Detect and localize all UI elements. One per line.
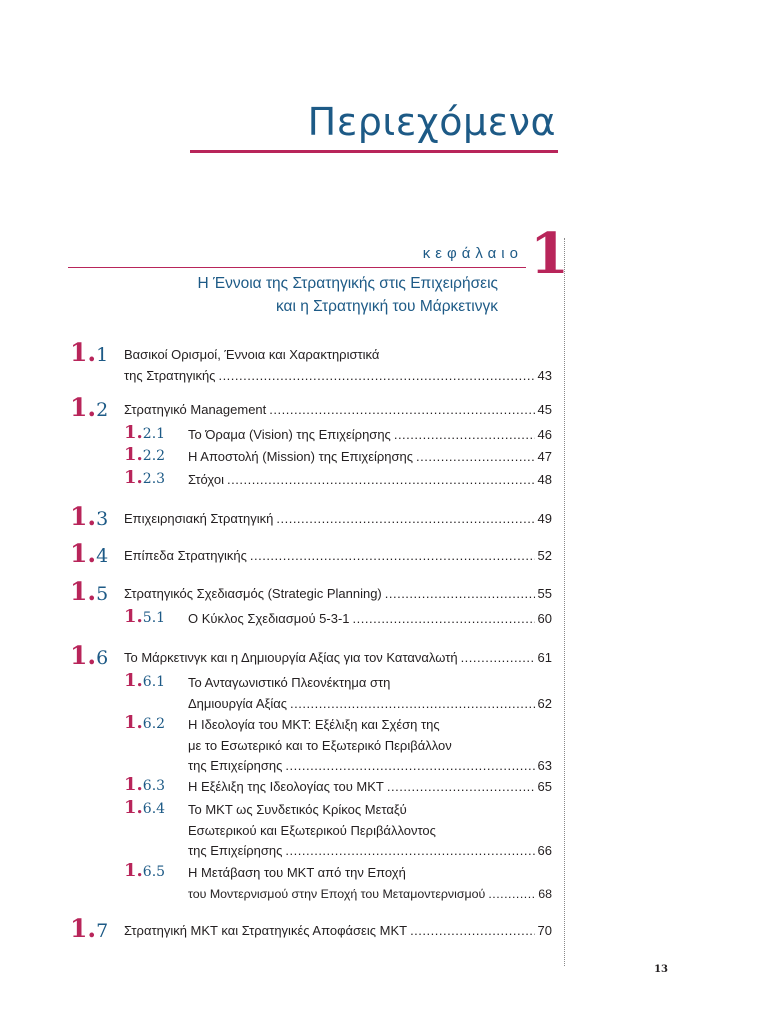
section-number-rest: 6.5 <box>142 864 166 880</box>
section-number <box>124 860 165 881</box>
dot-leader <box>461 648 535 669</box>
toc-entry-title: της Επιχείρησης <box>188 843 283 858</box>
toc-entry-title: Η Εξέλιξη της Ιδεολογίας του ΜΚΤ <box>188 779 384 794</box>
page-ref: 49 <box>537 511 552 526</box>
chapter-label: κεφάλαιο <box>422 245 523 262</box>
page-ref: 47 <box>537 449 552 464</box>
chapter-rule <box>68 267 526 268</box>
section-number <box>124 774 165 795</box>
section-number <box>124 670 165 691</box>
section-number-rest: 2.2 <box>142 448 166 464</box>
page-ref: 70 <box>537 923 552 938</box>
page-ref: 66 <box>537 843 552 858</box>
section-number-lead: 1. <box>124 797 143 818</box>
chapter-title-line: και η Στρατηγική του Μάρκετινγκ <box>275 298 498 315</box>
section-number-rest: 5.1 <box>142 610 166 626</box>
dot-leader <box>387 777 535 798</box>
toc-entry-title: Επίπεδα Στρατηγικής <box>124 548 247 563</box>
section-number <box>124 422 165 443</box>
section-number-rest: 1 <box>96 344 109 366</box>
page-ref: 52 <box>537 548 552 563</box>
section-number-rest: 2 <box>96 399 109 421</box>
section-number <box>124 467 165 488</box>
chapter-number: 1 <box>530 221 569 287</box>
section-number-rest: 5 <box>96 583 109 605</box>
section-number-rest: 6.2 <box>142 716 166 732</box>
section-number <box>124 444 165 465</box>
toc-entry-title: Εσωτερικού και Εξωτερικού Περιβάλλοντος <box>188 822 436 838</box>
page-ref: 48 <box>537 472 552 487</box>
toc-entry-title: Στρατηγική ΜΚΤ και Στρατηγικές Αποφάσεις ΜΚΤ <box>124 923 408 938</box>
toc-entry-title: του Μοντερνισμού στην Εποχή του Μεταμοντερνισμού <box>188 886 486 901</box>
section-number <box>70 539 108 568</box>
dot-leader <box>394 425 535 446</box>
section-number-lead: 1. <box>124 444 143 465</box>
page-ref: 62 <box>537 695 552 711</box>
section-number-lead: 1. <box>70 539 97 568</box>
page-ref: 68 <box>538 886 552 901</box>
page-title: Περιεχόμενα <box>307 100 556 144</box>
toc-entry-title: Το ΜΚΤ ως Συνδετικός Κρίκος Μεταξύ <box>188 802 407 817</box>
toc-entry-title: Το Όραμα (Vision) της Επιχείρησης <box>188 427 391 442</box>
toc-entry-title: Επιχειρησιακή Στρατηγική <box>124 511 274 526</box>
section-number-rest: 4 <box>96 545 109 567</box>
section-number <box>70 641 108 670</box>
section-number-rest: 6.3 <box>142 778 166 794</box>
section-number-rest: 2.1 <box>142 426 166 442</box>
dot-leader <box>410 921 534 942</box>
toc-entry-title: Στρατηγικός Σχεδιασμός (Strategic Planning) <box>124 586 382 601</box>
page-number: 13 <box>654 964 668 975</box>
toc-entry-title: Η Ιδεολογία του ΜΚΤ: Εξέλιξη και Σχέση της <box>188 717 440 732</box>
toc-entry-title: με το Εσωτερικό και το Εξωτερικό Περιβάλλον <box>188 737 452 753</box>
toc-entry-title: της Επιχείρησης <box>188 758 283 773</box>
dot-leader <box>290 694 535 715</box>
dot-leader <box>285 841 534 862</box>
section-number-lead: 1. <box>70 502 97 531</box>
toc-entry-title: Στόχοι <box>188 472 225 487</box>
section-number-lead: 1. <box>70 641 97 670</box>
section-number-lead: 1. <box>70 393 97 422</box>
section-number-rest: 6.4 <box>142 801 166 817</box>
section-number <box>70 914 108 943</box>
page-ref: 60 <box>537 611 552 626</box>
section-number-lead: 1. <box>70 338 97 367</box>
section-number-rest: 6.1 <box>142 674 166 690</box>
toc-entry-title: Η Αποστολή (Mission) της Επιχείρησης <box>188 449 414 464</box>
toc-entry-title: Στρατηγικό Management <box>124 402 267 417</box>
page-ref: 46 <box>537 427 552 442</box>
section-number <box>124 797 165 818</box>
toc-entry-title: Βασικοί Ορισμοί, Έννοια και Χαρακτηριστικά <box>124 347 380 362</box>
dot-leader <box>385 584 535 605</box>
section-number <box>70 338 108 367</box>
section-number-lead: 1. <box>124 860 143 881</box>
section-number-lead: 1. <box>70 914 97 943</box>
page-ref: 65 <box>537 779 552 794</box>
section-number-lead: 1. <box>124 422 143 443</box>
dot-leader <box>276 509 534 530</box>
section-number-rest: 7 <box>96 920 109 942</box>
toc-entry-title: Το Ανταγωνιστικό Πλεονέκτημα στη <box>188 675 391 690</box>
dot-leader <box>488 884 535 905</box>
section-number-lead: 1. <box>124 712 143 733</box>
section-number-lead: 1. <box>124 467 143 488</box>
title-rule <box>190 150 558 153</box>
chapter-title-line: Η Έννοια της Στρατηγικής στις Επιχειρήσεις <box>197 275 498 292</box>
page-ref: 43 <box>537 367 552 383</box>
section-number-lead: 1. <box>124 670 143 691</box>
toc-entry-title: Δημιουργία Αξίας <box>188 695 287 711</box>
page-ref: 55 <box>537 586 552 601</box>
dot-leader <box>227 470 535 491</box>
dotted-divider <box>564 238 565 966</box>
toc-entry-title: Η Μετάβαση του ΜΚΤ από την Εποχή <box>188 865 406 880</box>
page-ref: 45 <box>537 402 552 417</box>
page-ref: 63 <box>537 758 552 773</box>
chapter-title <box>100 272 498 318</box>
dot-leader <box>269 400 534 421</box>
section-number <box>70 502 108 531</box>
dot-leader <box>250 546 535 567</box>
section-number-rest: 2.3 <box>142 471 166 487</box>
section-number-lead: 1. <box>124 774 143 795</box>
dot-leader <box>218 366 534 387</box>
section-number <box>124 606 165 627</box>
section-number <box>70 393 108 422</box>
section-number-rest: 6 <box>96 647 109 669</box>
toc-entry-title: της Στρατηγικής <box>124 367 216 383</box>
toc-entry-title: Ο Κύκλος Σχεδιασμού 5-3-1 <box>188 611 350 626</box>
dot-leader <box>285 756 534 777</box>
page-ref: 61 <box>537 650 552 665</box>
dot-leader <box>416 447 535 468</box>
section-number-lead: 1. <box>70 577 97 606</box>
section-number <box>70 577 108 606</box>
dot-leader <box>353 609 535 630</box>
section-number-rest: 3 <box>96 508 109 530</box>
section-number-lead: 1. <box>124 606 143 627</box>
section-number <box>124 712 165 733</box>
toc-entry-title: Το Μάρκετινγκ και η Δημιουργία Αξίας για τον Καταναλωτή <box>124 650 458 665</box>
